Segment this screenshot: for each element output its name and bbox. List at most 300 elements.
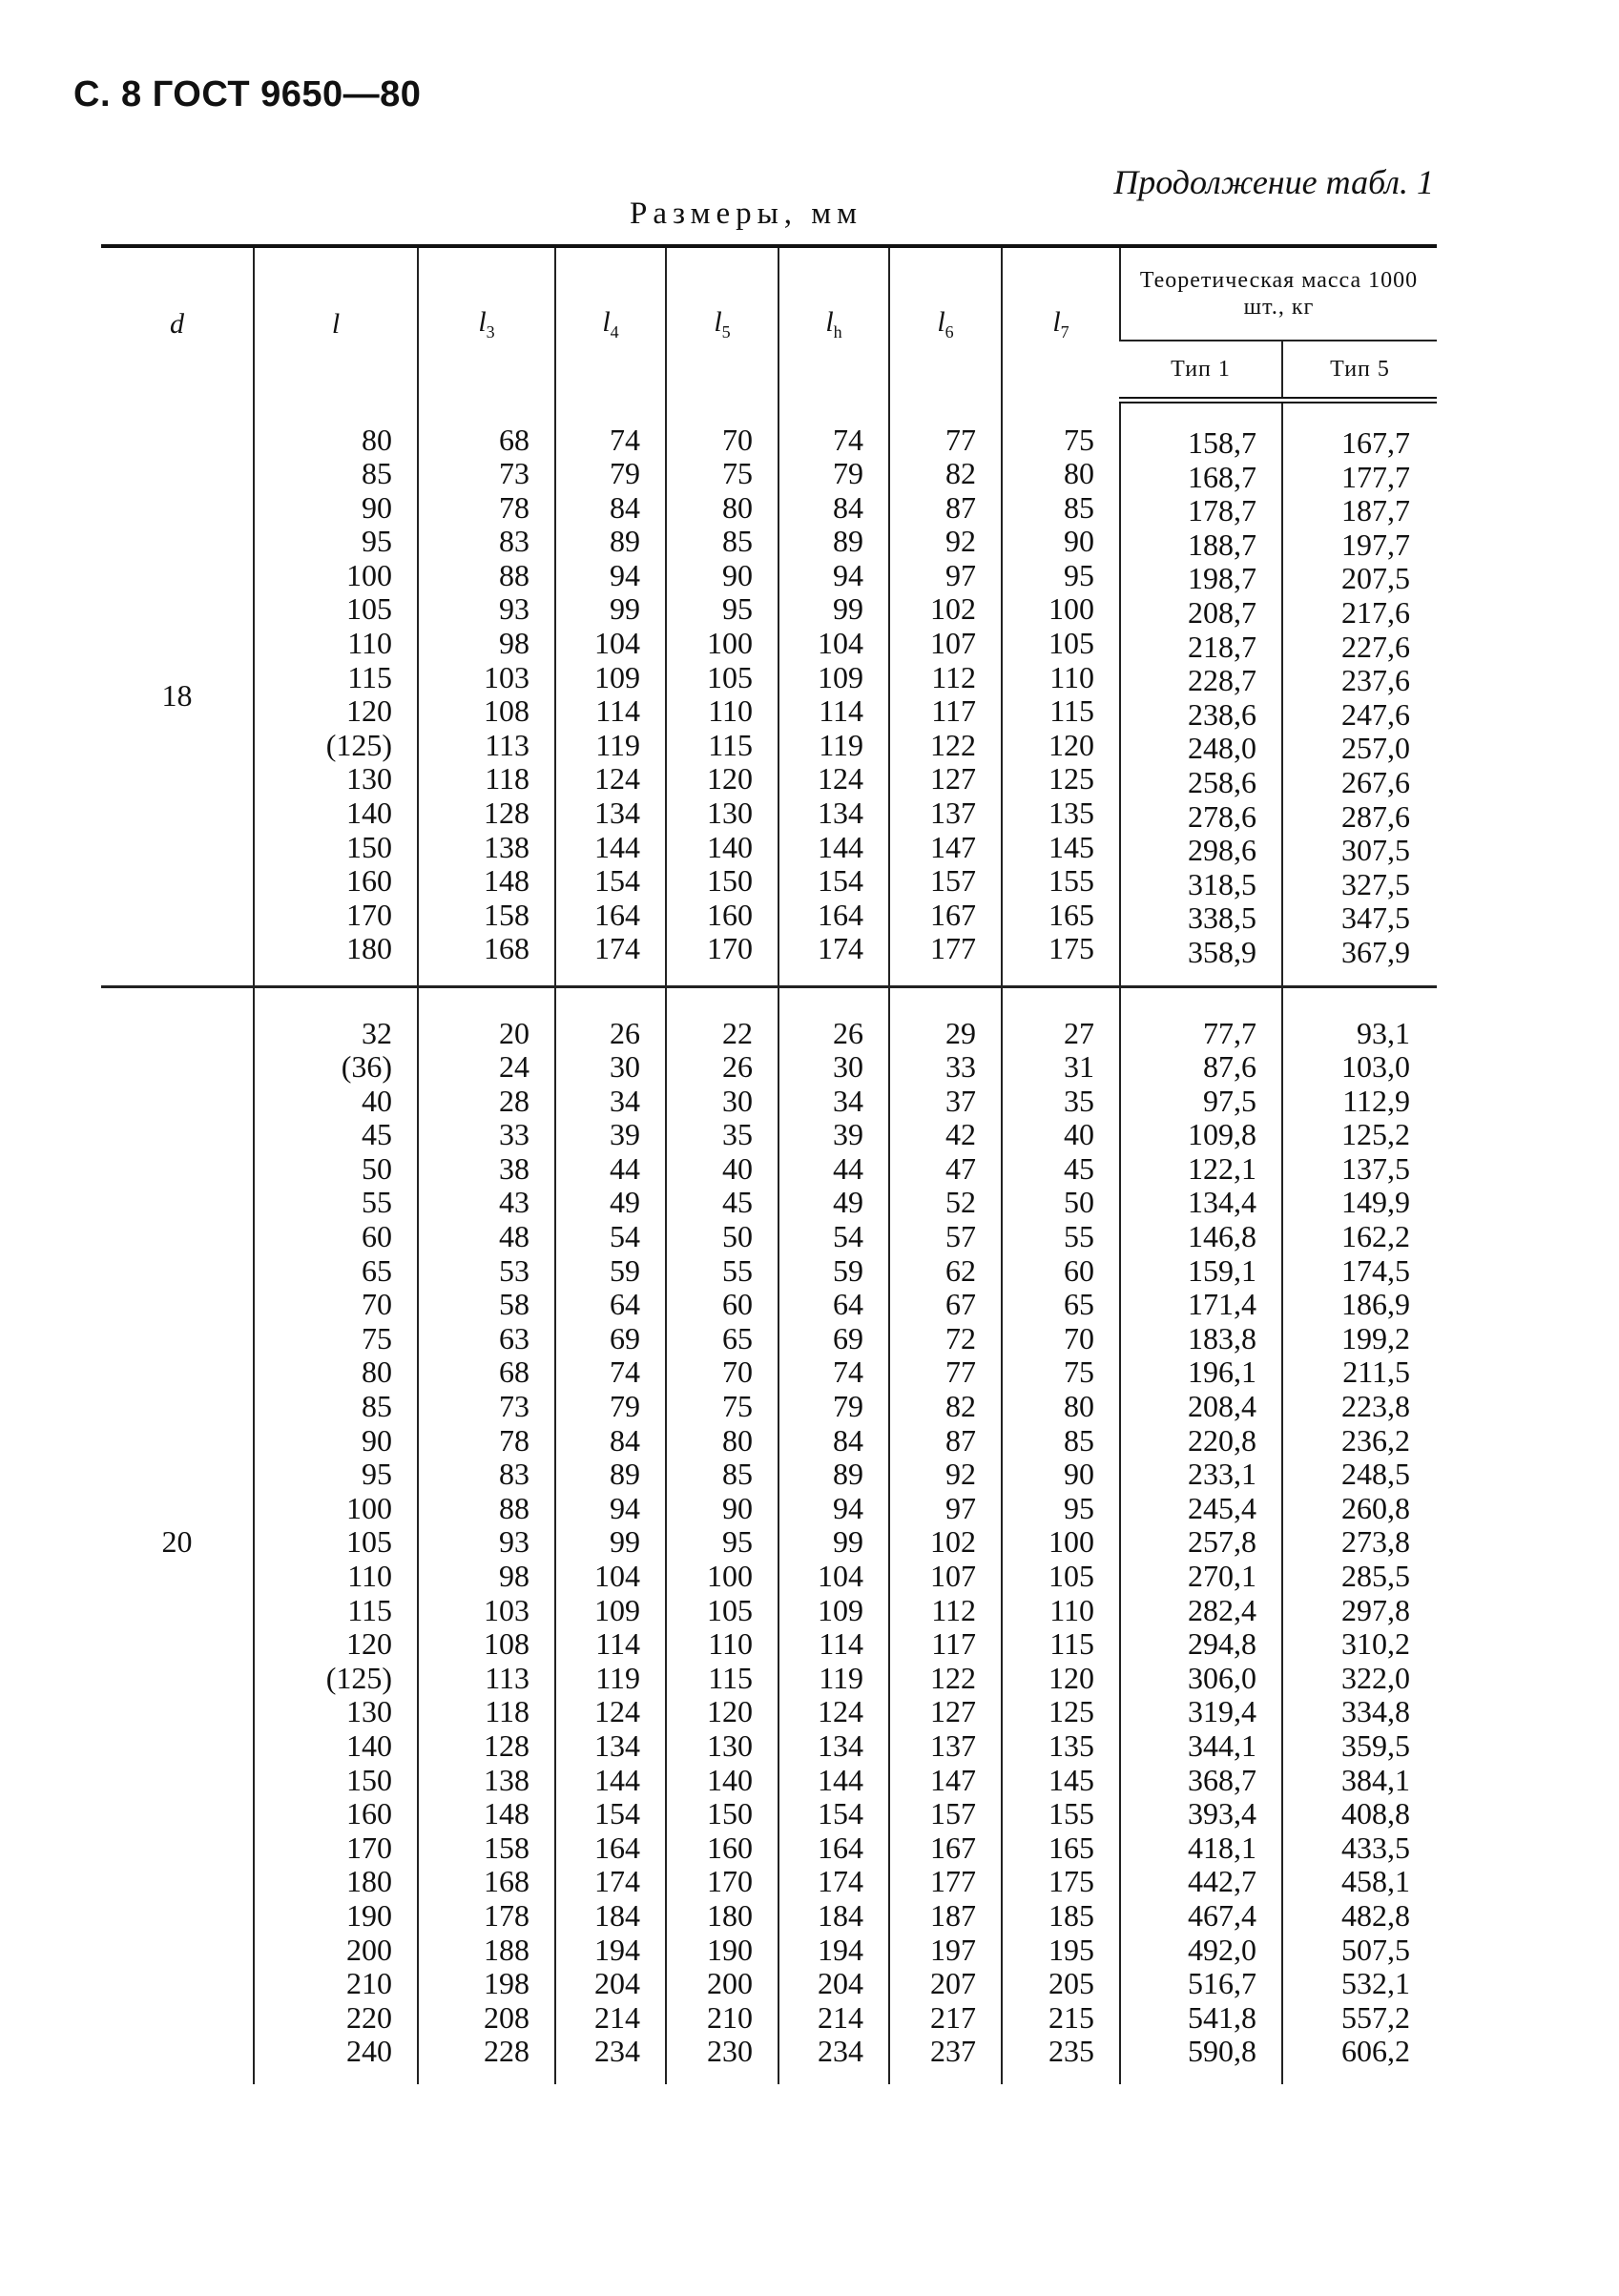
table-cell: 100 <box>707 626 753 661</box>
cell-column-type5 <box>1282 986 1437 2084</box>
table-cell: 45 <box>1064 1150 1094 1186</box>
table-cell: 140 <box>346 1727 392 1763</box>
table-cell: 77 <box>945 422 976 457</box>
table-cell: 64 <box>610 1287 640 1322</box>
table-cell: 167,7 <box>1341 425 1410 460</box>
table-cell: 118 <box>485 761 529 796</box>
table-cell: 34 <box>833 1083 863 1118</box>
table-cell: 247,6 <box>1341 696 1410 732</box>
table-cell: 109 <box>818 1592 863 1627</box>
table-cell: 113 <box>485 1660 529 1695</box>
table-cell: 90 <box>1064 524 1094 559</box>
table-cell: 359,5 <box>1341 1727 1410 1763</box>
table-cell: 238,6 <box>1188 696 1256 732</box>
table-cell: 257,8 <box>1188 1524 1256 1560</box>
table-cell: 170 <box>346 1830 392 1865</box>
cell-d: 20 <box>101 986 254 2084</box>
table-cell: 90 <box>722 557 753 592</box>
table-cell: 162,2 <box>1341 1219 1410 1254</box>
table-cell: 516,7 <box>1188 1966 1256 2001</box>
table-cell: 154 <box>594 1796 640 1831</box>
table-cell: 55 <box>722 1252 753 1288</box>
table-cell: 235 <box>1048 2034 1094 2069</box>
table-cell: 155 <box>1048 863 1094 899</box>
table-cell: 87 <box>945 1422 976 1458</box>
table-cell: 228,7 <box>1188 663 1256 698</box>
table-cell: 57 <box>945 1219 976 1254</box>
table-cell: 220 <box>346 1999 392 2035</box>
table-cell: 174 <box>818 1864 863 1899</box>
table-cell: 84 <box>610 1422 640 1458</box>
table-cell: 174 <box>818 931 863 966</box>
table-cell: 105 <box>1048 626 1094 661</box>
table-cell: 167 <box>930 897 976 932</box>
table-cell: 50 <box>1064 1185 1094 1220</box>
table-cell: 110 <box>347 626 392 661</box>
table-cell: 97,5 <box>1203 1083 1256 1118</box>
table-cell: 194 <box>818 1932 863 1967</box>
table-cell: 190 <box>707 1932 753 1967</box>
table-cell: 164 <box>818 897 863 932</box>
table-cell: 79 <box>833 1389 863 1424</box>
table-cell: 137 <box>930 796 976 831</box>
table-cell: 99 <box>833 1524 863 1560</box>
table-cell: 44 <box>833 1150 863 1186</box>
table-cell: 45 <box>362 1117 392 1152</box>
table-cell: 606,2 <box>1341 2034 1410 2069</box>
table-cell: 130 <box>707 1727 753 1763</box>
table-cell: 37 <box>945 1083 976 1118</box>
units-caption: Размеры, мм <box>630 197 863 231</box>
table-cell: 158 <box>484 897 529 932</box>
table-cell: 285,5 <box>1341 1559 1410 1593</box>
table-cell: 115 <box>347 659 392 694</box>
table-cell: 160 <box>346 1796 392 1831</box>
table-cell: 113 <box>485 727 529 762</box>
table-cell: 217 <box>930 1999 976 2035</box>
table-cell: 108 <box>484 1626 529 1662</box>
table-cell: 62 <box>945 1252 976 1288</box>
table-cell: 39 <box>610 1117 640 1152</box>
table-cell: 149,9 <box>1341 1185 1410 1220</box>
table-cell: 145 <box>1048 1762 1094 1797</box>
table-cell: 196,1 <box>1188 1355 1256 1390</box>
table-cell: 207,5 <box>1341 561 1410 596</box>
table-cell: 138 <box>484 829 529 864</box>
table-cell: 117 <box>931 693 976 729</box>
table-cell: 183,8 <box>1188 1320 1256 1355</box>
table-cell: 64 <box>833 1287 863 1322</box>
table-cell: 197,7 <box>1341 527 1410 562</box>
table-cell: 49 <box>610 1185 640 1220</box>
table-cell: 80 <box>1064 456 1094 491</box>
table-cell: 164 <box>594 897 640 932</box>
table-cell: 110 <box>347 1559 392 1593</box>
table-cell: 105 <box>707 659 753 694</box>
table-cell: 344,1 <box>1188 1727 1256 1763</box>
table-cell: 100 <box>346 1490 392 1525</box>
table-cell: 114 <box>595 693 640 729</box>
table-cell: 267,6 <box>1341 764 1410 799</box>
table-cell: 39 <box>833 1117 863 1152</box>
table-cell: 210 <box>707 1999 753 2035</box>
table-cell: 95 <box>362 1457 392 1492</box>
table-cell: 89 <box>833 524 863 559</box>
table-cell: 85 <box>722 524 753 559</box>
table-cell: 180 <box>346 1864 392 1899</box>
table-cell: 109 <box>818 659 863 694</box>
table-cell: 87,6 <box>1203 1049 1256 1085</box>
table-cell: 165 <box>1048 897 1094 932</box>
table-cell: 294,8 <box>1188 1626 1256 1662</box>
col-header-l6: $l_6$ <box>889 246 1002 401</box>
table-cell: 233,1 <box>1188 1457 1256 1492</box>
table-cell: 30 <box>722 1083 753 1118</box>
col-header-type1: Тип 1 <box>1120 341 1282 401</box>
table-cell: 55 <box>1064 1219 1094 1254</box>
table-cell: 273,8 <box>1341 1524 1410 1560</box>
table-cell: 134 <box>818 796 863 831</box>
table-cell: 120 <box>346 1626 392 1662</box>
table-cell: 94 <box>610 557 640 592</box>
table-cell: 240 <box>346 2034 392 2069</box>
table-cell: 145 <box>1048 829 1094 864</box>
table-cell: 75 <box>1064 422 1094 457</box>
table-cell: 77,7 <box>1203 1015 1256 1050</box>
table-cell: 137 <box>930 1727 976 1763</box>
page-title: С. 8 ГОСТ 9650—80 <box>73 74 422 114</box>
table-cell: 257,0 <box>1341 731 1410 766</box>
table-cell: 104 <box>594 1559 640 1593</box>
table-cell: 148 <box>484 1796 529 1831</box>
table-cell: 115 <box>347 1592 392 1627</box>
table-cell: 164 <box>818 1830 863 1865</box>
table-cell: 100 <box>707 1559 753 1593</box>
table-cell: 154 <box>818 863 863 899</box>
table-cell: 204 <box>594 1966 640 2001</box>
table-cell: 214 <box>818 1999 863 2035</box>
table-cell: 230 <box>707 2034 753 2069</box>
table-cell: 184 <box>594 1897 640 1933</box>
table-cell: 89 <box>833 1457 863 1492</box>
table-cell: 105 <box>1048 1559 1094 1593</box>
table-cell: 74 <box>610 422 640 457</box>
dimensions-table <box>101 244 1437 2084</box>
table-cell: 134 <box>594 1727 640 1763</box>
table-cell: 198,7 <box>1188 561 1256 596</box>
table-cell: 94 <box>610 1490 640 1525</box>
table-cell: 108 <box>484 693 529 729</box>
table-cell: 248,5 <box>1341 1457 1410 1492</box>
table-cell: 112 <box>931 1592 976 1627</box>
table-cell: 82 <box>945 1389 976 1424</box>
table-cell: 482,8 <box>1341 1897 1410 1933</box>
col-header-theoretical-mass: Теоретическая масса 1000 шт., кг <box>1120 246 1437 341</box>
table-cell: 127 <box>930 1694 976 1729</box>
table-cell: 590,8 <box>1188 2034 1256 2069</box>
table-cell: 26 <box>722 1049 753 1085</box>
table-cell: 78 <box>499 489 529 525</box>
table-cell: 114 <box>819 1626 863 1662</box>
table-cell: 69 <box>610 1320 640 1355</box>
cell-column-l6 <box>889 401 1002 987</box>
table-cell: 70 <box>1064 1320 1094 1355</box>
col-header-l7: $l_7$ <box>1002 246 1120 401</box>
table-cell: 115 <box>708 727 753 762</box>
table-cell: 310,2 <box>1341 1626 1410 1662</box>
table-cell: 158,7 <box>1188 425 1256 460</box>
table-cell: 393,4 <box>1188 1796 1256 1831</box>
table-cell: 84 <box>833 489 863 525</box>
table-cell: 73 <box>499 456 529 491</box>
table-cell: 80 <box>362 422 392 457</box>
table-cell: 69 <box>833 1320 863 1355</box>
table-cell: 154 <box>594 863 640 899</box>
table-cell: 194 <box>594 1932 640 1967</box>
table-cell: 418,1 <box>1188 1830 1256 1865</box>
table-cell: 40 <box>722 1150 753 1186</box>
table-cell: 148 <box>484 863 529 899</box>
table-cell: 90 <box>1064 1457 1094 1492</box>
table-cell: 197 <box>930 1932 976 1967</box>
table-cell: 298,6 <box>1188 833 1256 868</box>
table-cell: 65 <box>1064 1287 1094 1322</box>
table-cell: 208 <box>484 1999 529 2035</box>
table-cell: 110 <box>708 693 753 729</box>
table-cell: 507,5 <box>1341 1932 1410 1967</box>
table-cell: 93 <box>499 591 529 627</box>
col-header-l3: $l_3$ <box>418 246 555 401</box>
cell-column-l <box>254 986 418 2084</box>
table-cell: 334,8 <box>1341 1694 1410 1729</box>
table-cell: 237,6 <box>1341 663 1410 698</box>
table-cell: 458,1 <box>1341 1864 1410 1899</box>
table-cell: 119 <box>819 727 863 762</box>
table-cell: 92 <box>945 1457 976 1492</box>
table-cell: 74 <box>610 1355 640 1390</box>
table-cell: 368,7 <box>1188 1762 1256 1797</box>
table-cell: 164 <box>594 1830 640 1865</box>
table-cell: 63 <box>499 1320 529 1355</box>
table-cell: 114 <box>595 1626 640 1662</box>
table-cell: 168 <box>484 1864 529 1899</box>
table-cell: 144 <box>818 829 863 864</box>
table-cell: 75 <box>362 1320 392 1355</box>
table-cell: 65 <box>362 1252 392 1288</box>
table-cell: 228 <box>484 2034 529 2069</box>
table-cell: 67 <box>945 1287 976 1322</box>
table-cell: 167 <box>930 1830 976 1865</box>
table-cell: 128 <box>484 1727 529 1763</box>
table-cell: 150 <box>346 1762 392 1797</box>
table-cell: 220,8 <box>1188 1422 1256 1458</box>
table-cell: 134 <box>818 1727 863 1763</box>
table-cell: (125) <box>325 1660 392 1695</box>
table-cell: 120 <box>707 761 753 796</box>
table-cell: 105 <box>346 1524 392 1560</box>
table-cell: 89 <box>610 524 640 559</box>
table-cell: 205 <box>1048 1966 1094 2001</box>
table-cell: 44 <box>610 1150 640 1186</box>
table-cell: 102 <box>930 1524 976 1560</box>
table-cell: 112,9 <box>1342 1083 1410 1118</box>
table-cell: 177 <box>930 931 976 966</box>
table-cell: 95 <box>1064 557 1094 592</box>
table-cell: 120 <box>346 693 392 729</box>
table-cell: 433,5 <box>1341 1830 1410 1865</box>
table-cell: 35 <box>722 1117 753 1152</box>
table-cell: 144 <box>594 829 640 864</box>
cell-column-l6 <box>889 986 1002 2084</box>
table-cell: 40 <box>1064 1117 1094 1152</box>
table-cell: 217,6 <box>1341 594 1410 630</box>
table-cell: 94 <box>833 557 863 592</box>
table-cell: 80 <box>1064 1389 1094 1424</box>
table-cell: 105 <box>346 591 392 627</box>
table-cell: 26 <box>833 1015 863 1050</box>
table-cell: 34 <box>610 1083 640 1118</box>
table-cell: 190 <box>346 1897 392 1933</box>
table-cell: 165 <box>1048 1830 1094 1865</box>
table-cell: 49 <box>833 1185 863 1220</box>
cell-column-l7 <box>1002 986 1120 2084</box>
table-cell: 541,8 <box>1188 1999 1256 2035</box>
table-cell: 83 <box>499 1457 529 1492</box>
table-cell: 307,5 <box>1341 833 1410 868</box>
table-cell: 87 <box>945 489 976 525</box>
table-cell: 28 <box>499 1083 529 1118</box>
table-cell: 102 <box>930 591 976 627</box>
table-cell: 24 <box>499 1049 529 1085</box>
table-cell: 79 <box>610 456 640 491</box>
table-cell: 115 <box>708 1660 753 1695</box>
table-cell: 188,7 <box>1188 527 1256 562</box>
table-cell: 120 <box>1048 1660 1094 1695</box>
table-cell: 170 <box>707 1864 753 1899</box>
table-cell: 84 <box>610 489 640 525</box>
table-cell: 94 <box>833 1490 863 1525</box>
table-cell: 80 <box>722 1422 753 1458</box>
table-cell: 78 <box>499 1422 529 1458</box>
table-cell: 135 <box>1048 796 1094 831</box>
table-cell: 60 <box>722 1287 753 1322</box>
table-cell: 138 <box>484 1762 529 1797</box>
table-cell: 85 <box>362 1389 392 1424</box>
table-cell: 48 <box>499 1219 529 1254</box>
table-cell: 180 <box>346 931 392 966</box>
table-cell: 174,5 <box>1341 1252 1410 1288</box>
table-row-group <box>101 986 1437 2084</box>
col-header-l4: $l_4$ <box>555 246 666 401</box>
table-cell: 174 <box>594 1864 640 1899</box>
table-cell: 186,9 <box>1341 1287 1410 1322</box>
table-cell: 185 <box>1048 1897 1094 1933</box>
table-cell: 198 <box>484 1966 529 2001</box>
table-cell: 30 <box>610 1049 640 1085</box>
table-cell: 150 <box>346 829 392 864</box>
table-cell: 159,1 <box>1188 1252 1256 1288</box>
table-cell: 75 <box>1064 1355 1094 1390</box>
table-cell: 177 <box>930 1864 976 1899</box>
table-cell: 20 <box>499 1015 529 1050</box>
table-cell: 59 <box>610 1252 640 1288</box>
table-cell: 50 <box>362 1150 392 1186</box>
col-header-l5: $l_5$ <box>666 246 778 401</box>
cell-column-l5 <box>666 401 778 987</box>
table-cell: 442,7 <box>1188 1864 1256 1899</box>
table-cell: 130 <box>346 761 392 796</box>
table-cell: 124 <box>818 761 863 796</box>
table-cell: 215 <box>1048 1999 1094 2035</box>
table-cell: 367,9 <box>1341 934 1410 969</box>
table-cell: 33 <box>945 1049 976 1085</box>
table-cell: 70 <box>722 422 753 457</box>
table-cell: 150 <box>707 863 753 899</box>
table-cell: 270,1 <box>1188 1559 1256 1593</box>
table-cell: 177,7 <box>1341 459 1410 494</box>
table-cell: 100 <box>1048 1524 1094 1560</box>
table-cell: 140 <box>707 829 753 864</box>
table-cell: 171,4 <box>1188 1287 1256 1322</box>
table-cell: 35 <box>1064 1083 1094 1118</box>
table-cell: 140 <box>346 796 392 831</box>
cell-column-lh <box>778 986 889 2084</box>
table-cell: 260,8 <box>1341 1490 1410 1525</box>
table-cell: 100 <box>1048 591 1094 627</box>
col-header-type5: Тип 5 <box>1282 341 1437 401</box>
table-cell: 80 <box>362 1355 392 1390</box>
table-cell: 77 <box>945 1355 976 1390</box>
table-cell: 47 <box>945 1150 976 1186</box>
table-cell: 223,8 <box>1341 1389 1410 1424</box>
table-cell: 127 <box>930 761 976 796</box>
cell-column-l5 <box>666 986 778 2084</box>
table-cell: 104 <box>594 626 640 661</box>
table-cell: 178,7 <box>1188 493 1256 528</box>
table-cell: 155 <box>1048 1796 1094 1831</box>
table-cell: 318,5 <box>1188 866 1256 901</box>
table-cell: 557,2 <box>1341 1999 1410 2035</box>
table-cell: 125 <box>1048 1694 1094 1729</box>
table-cell: 125,2 <box>1341 1117 1410 1152</box>
table-cell: 95 <box>722 591 753 627</box>
table-cell: 115 <box>1049 1626 1094 1662</box>
table-cell: 29 <box>945 1015 976 1050</box>
table-cell: 170 <box>346 897 392 932</box>
cell-d: 18 <box>161 678 193 714</box>
table-cell: 122,1 <box>1188 1150 1256 1186</box>
col-header-lh: $l_h$ <box>778 246 889 401</box>
table-cell: 140 <box>707 1762 753 1797</box>
table-cell: 40 <box>362 1083 392 1118</box>
table-cell: 107 <box>930 626 976 661</box>
table-cell: 199,2 <box>1341 1320 1410 1355</box>
table-cell: 98 <box>499 1559 529 1593</box>
table-cell: 103 <box>484 659 529 694</box>
table-cell: 99 <box>833 591 863 627</box>
table-cell: 175 <box>1048 931 1094 966</box>
table-cell: 107 <box>930 1559 976 1593</box>
table-cell: 68 <box>499 1355 529 1390</box>
table-cell: 50 <box>722 1219 753 1254</box>
table-cell: (125) <box>325 727 392 762</box>
table-cell: 237 <box>930 2034 976 2069</box>
table-cell: 160 <box>707 1830 753 1865</box>
table-cell: 104 <box>818 1559 863 1593</box>
table-cell: 144 <box>594 1762 640 1797</box>
table-cell: 384,1 <box>1341 1762 1410 1797</box>
table-cell: 180 <box>707 1897 753 1933</box>
